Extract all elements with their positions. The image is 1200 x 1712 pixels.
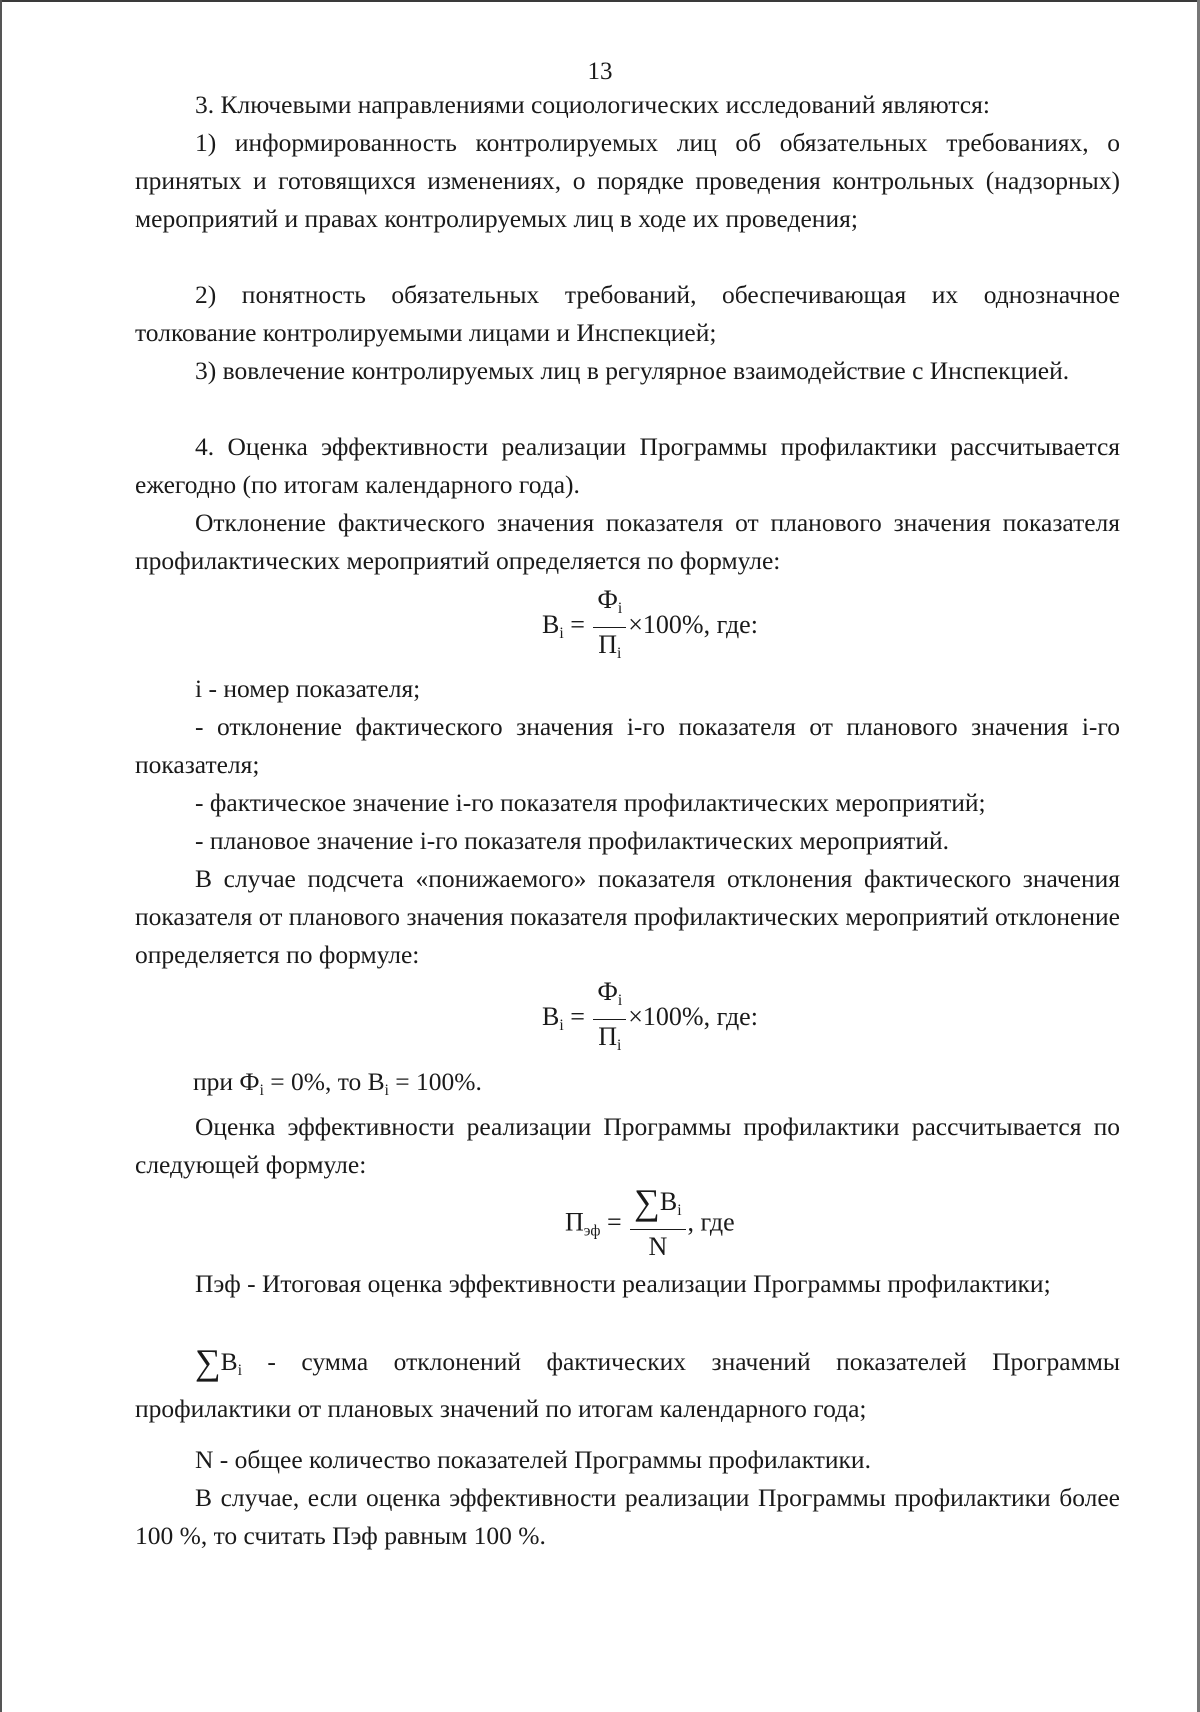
- formula-denominator-sub: i: [617, 1037, 622, 1054]
- condition-end: .: [475, 1067, 482, 1096]
- sum-def-text: - сумма отклонений фактических значений показателей Программы профилактики от плановых значений по итогам календарного года;: [135, 1347, 1120, 1423]
- formula-where: где:: [716, 609, 758, 639]
- page-number: 13: [587, 58, 613, 85]
- formula-numerator-sub: i: [617, 992, 623, 1009]
- formula-tail: ×100%,: [628, 609, 711, 639]
- condition-pri: при: [193, 1067, 234, 1096]
- paragraph-deviation-intro: Отклонение фактического значения показателя от планового значения показателя профилактических мероприятий определяется по формуле:: [135, 508, 1120, 575]
- paragraph-cap-rule: В случае, если оценка эффективности реализации Программы профилактики более 100 %, то считать Пэф равным 100 %.: [135, 1483, 1120, 1550]
- paragraph-fact-def: - фактическое значение i-го показателя профилактических мероприятий;: [195, 788, 986, 817]
- sigma-icon: ∑: [634, 1182, 660, 1222]
- formula-fraction: [593, 583, 626, 671]
- paragraph-condition: [193, 1063, 793, 1110]
- formula-numerator: Ф: [597, 585, 618, 614]
- scan-edge: [0, 0, 2, 1712]
- formula-where: где:: [716, 1001, 758, 1031]
- formula-numerator: Ф: [597, 977, 618, 1006]
- paragraph-item-2: 2) понятность обязательных требований, обеспечивающая их однозначное толкование контролируемыми лицами и Инспекцией;: [135, 280, 1120, 347]
- paragraph-sum-def: [135, 1343, 1120, 1428]
- formula-numerator-sub: i: [677, 1202, 682, 1219]
- paragraph-n-def: N - общее количество показателей Программы профилактики.: [195, 1445, 871, 1474]
- formula-denominator-sub: i: [617, 645, 622, 662]
- formula-lhs: B: [542, 609, 560, 639]
- formula-tail: ×100%,: [628, 1001, 711, 1031]
- paragraph-item-4: 4. Оценка эффективности реализации Программы профилактики рассчитывается ежегодно (по итогам календарного года).: [135, 432, 1120, 499]
- paragraph-index-def: i - номер показателя;: [195, 674, 421, 703]
- condition-to: , то: [324, 1067, 362, 1096]
- paragraph-pef-def: Пэф - Итоговая оценка эффективности реализации Программы профилактики;: [195, 1269, 1051, 1298]
- formula-lhs-sub: i: [559, 624, 564, 642]
- formula-efficiency: $П_{эф}$ = $\frac{\sum B_i}{N}$ , где: [565, 1185, 735, 1264]
- condition-fi: Ф: [239, 1067, 260, 1096]
- paragraph-efficiency-formula-intro: Оценка эффективности реализации Программы профилактики рассчитывается по следующей формуле:: [135, 1112, 1120, 1179]
- formula-lhs-sub: i: [559, 1016, 564, 1034]
- paragraph-item-3: 3) вовлечение контролируемых лиц в регулярное взаимодействие с Инспекцией.: [195, 356, 1070, 385]
- formula-lhs: П: [565, 1207, 584, 1237]
- paragraph-key-directions: 3. Ключевыми направлениями социологических исследований являются:: [195, 90, 990, 119]
- paragraph-plan-def: - плановое значение i-го показателя профилактических мероприятий.: [195, 826, 949, 855]
- formula-denominator: П: [598, 1022, 618, 1051]
- condition-bi-value: = 100%: [395, 1067, 476, 1096]
- condition-fi-sub: i: [259, 1082, 264, 1099]
- formula-numerator: B: [659, 1187, 678, 1216]
- formula-fraction: [593, 975, 626, 1063]
- sum-b-sub: i: [237, 1362, 242, 1379]
- condition-fi-value: = 0%: [270, 1067, 325, 1096]
- scan-edge: [0, 0, 1200, 2]
- formula-deviation: $B_i$ = $\frac{Ф_i}{П_i}$ ×100%, где:: [542, 583, 758, 671]
- formula-numerator-sub: i: [617, 600, 623, 617]
- formula-denominator: П: [598, 630, 618, 659]
- sum-b: B: [220, 1347, 238, 1376]
- sigma-icon: ∑: [195, 1342, 221, 1382]
- condition-bi-sub: i: [384, 1082, 389, 1099]
- paragraph-item-1: 1) информированность контролируемых лиц об обязательных требованиях, о принятых и готовящихся изменениях, о порядке проведения контрольных (надзорных) мероприятий и правах контролируемых лиц в ходе их проведения;: [135, 128, 1120, 233]
- formula-fraction: [630, 1182, 685, 1264]
- paragraph-deviation-def: - отклонение фактического значения i-го показателя от планового значения i-го показателя;: [135, 712, 1120, 779]
- paragraph-decreasing-case: В случае подсчета «понижаемого» показателя отклонения фактического значения показателя от планового значения показателя профилактических мероприятий отклонение определяется по формуле:: [135, 864, 1120, 969]
- formula-lhs: B: [542, 1001, 560, 1031]
- formula-deviation-decreasing: $B_i$ = $\frac{Ф_i}{П_i}$ ×100%, где:: [542, 975, 758, 1063]
- condition-bi: B: [367, 1067, 385, 1096]
- formula-lhs-sub: эф: [583, 1222, 601, 1240]
- formula-denominator: N: [648, 1232, 668, 1261]
- formula-where: , где: [687, 1207, 735, 1237]
